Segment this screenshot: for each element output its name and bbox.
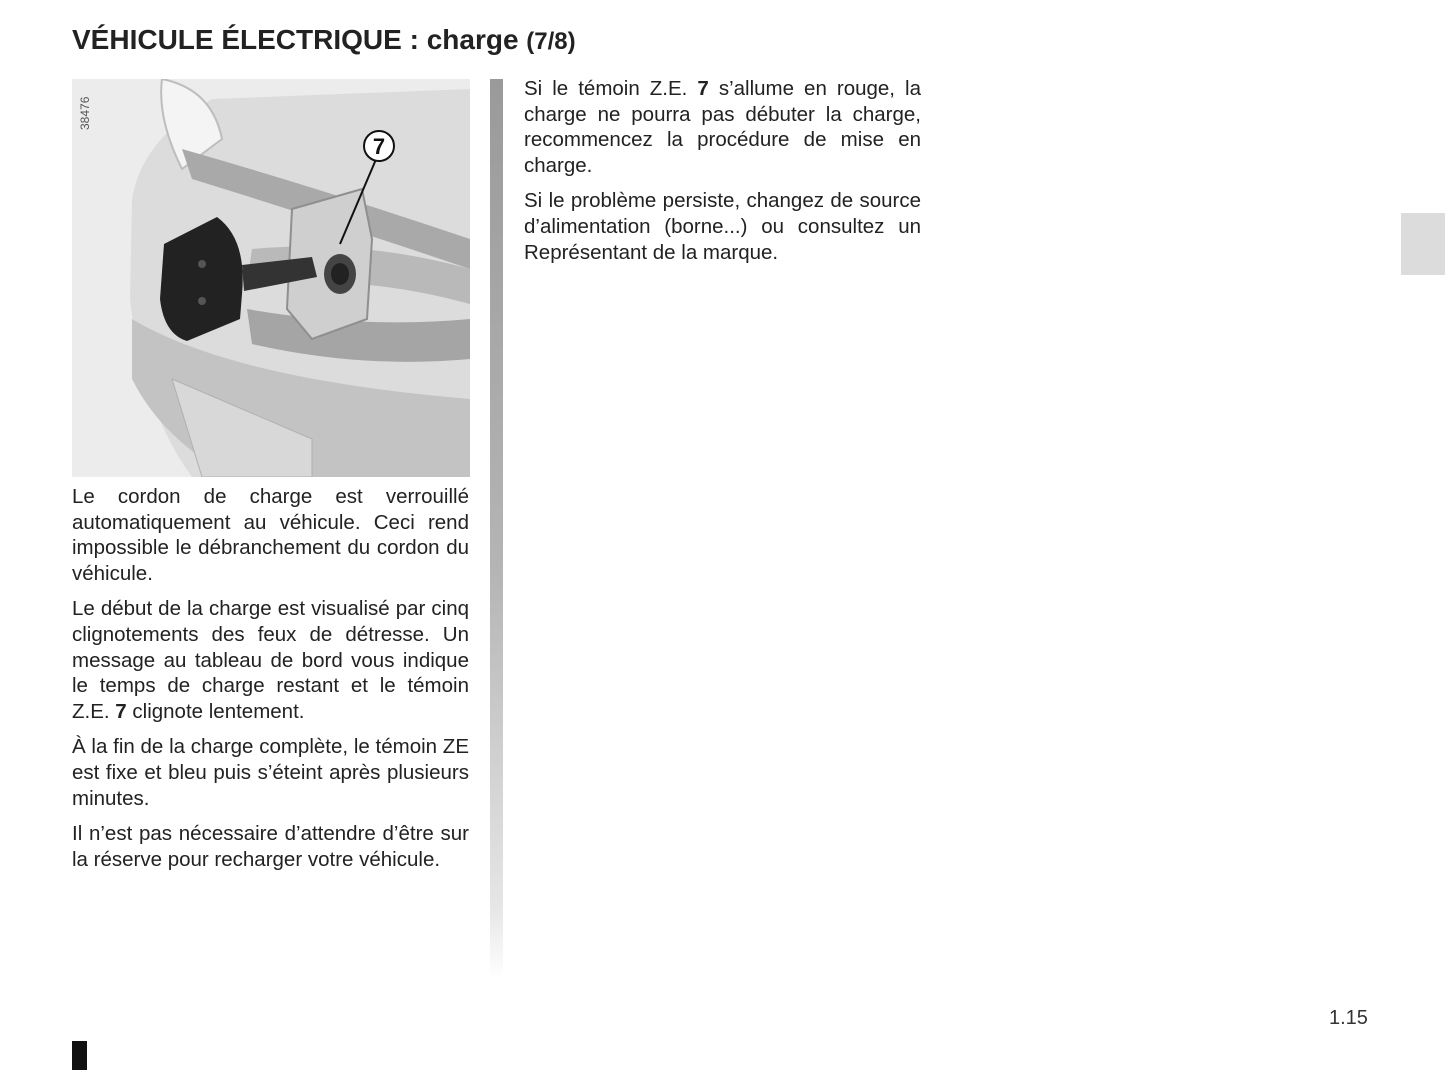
charging-port-illustration: [72, 79, 470, 477]
title-part-indicator: (7/8): [526, 28, 576, 55]
right-column: [524, 76, 921, 275]
figure-reference-code: 38476: [78, 96, 92, 130]
vehicle-front-drawing: [72, 79, 470, 477]
title-text: VÉHICULE ÉLECTRIQUE : charge: [72, 24, 519, 55]
section-tab: [1401, 213, 1445, 275]
callout-label: 7: [372, 134, 386, 159]
indicator-reference: 7: [697, 77, 709, 100]
paragraph: Le cordon de charge est verrouillé automatiquement au véhicule. Ceci rend impossible le débranchement du cordon du véhicule.: [72, 485, 469, 585]
paragraph: Il n’est pas nécessaire d’attendre d’être sur la réserve pour recharger votre véhicule.: [72, 822, 469, 871]
indicator-reference: 7: [115, 699, 127, 723]
corner-mark: [72, 1041, 87, 1070]
paragraph: Si le problème persiste, changez de source d’alimentation (borne...) ou consultez un Représentant de la marque.: [524, 189, 921, 264]
paragraph: À la fin de la charge complète, le témoin ZE est fixe et bleu puis s’éteint après plusieurs minutes.: [72, 735, 469, 810]
left-column: [72, 484, 469, 882]
paragraph: Le début de la charge est visualisé par cinq clignotements des feux de détresse. Un message au tableau de bord vous indique le temps de charge restant et le témoin Z.E. 7 clignote lentement.: [72, 597, 469, 723]
paragraph: Si le témoin Z.E. 7 s’allume en rouge, la charge ne pourra pas débuter la charge, recommencez la procédure de mise en charge.: [524, 77, 921, 177]
page-number: 1.15: [1329, 1007, 1368, 1029]
column-divider: [490, 79, 503, 979]
page-title: [72, 24, 576, 56]
